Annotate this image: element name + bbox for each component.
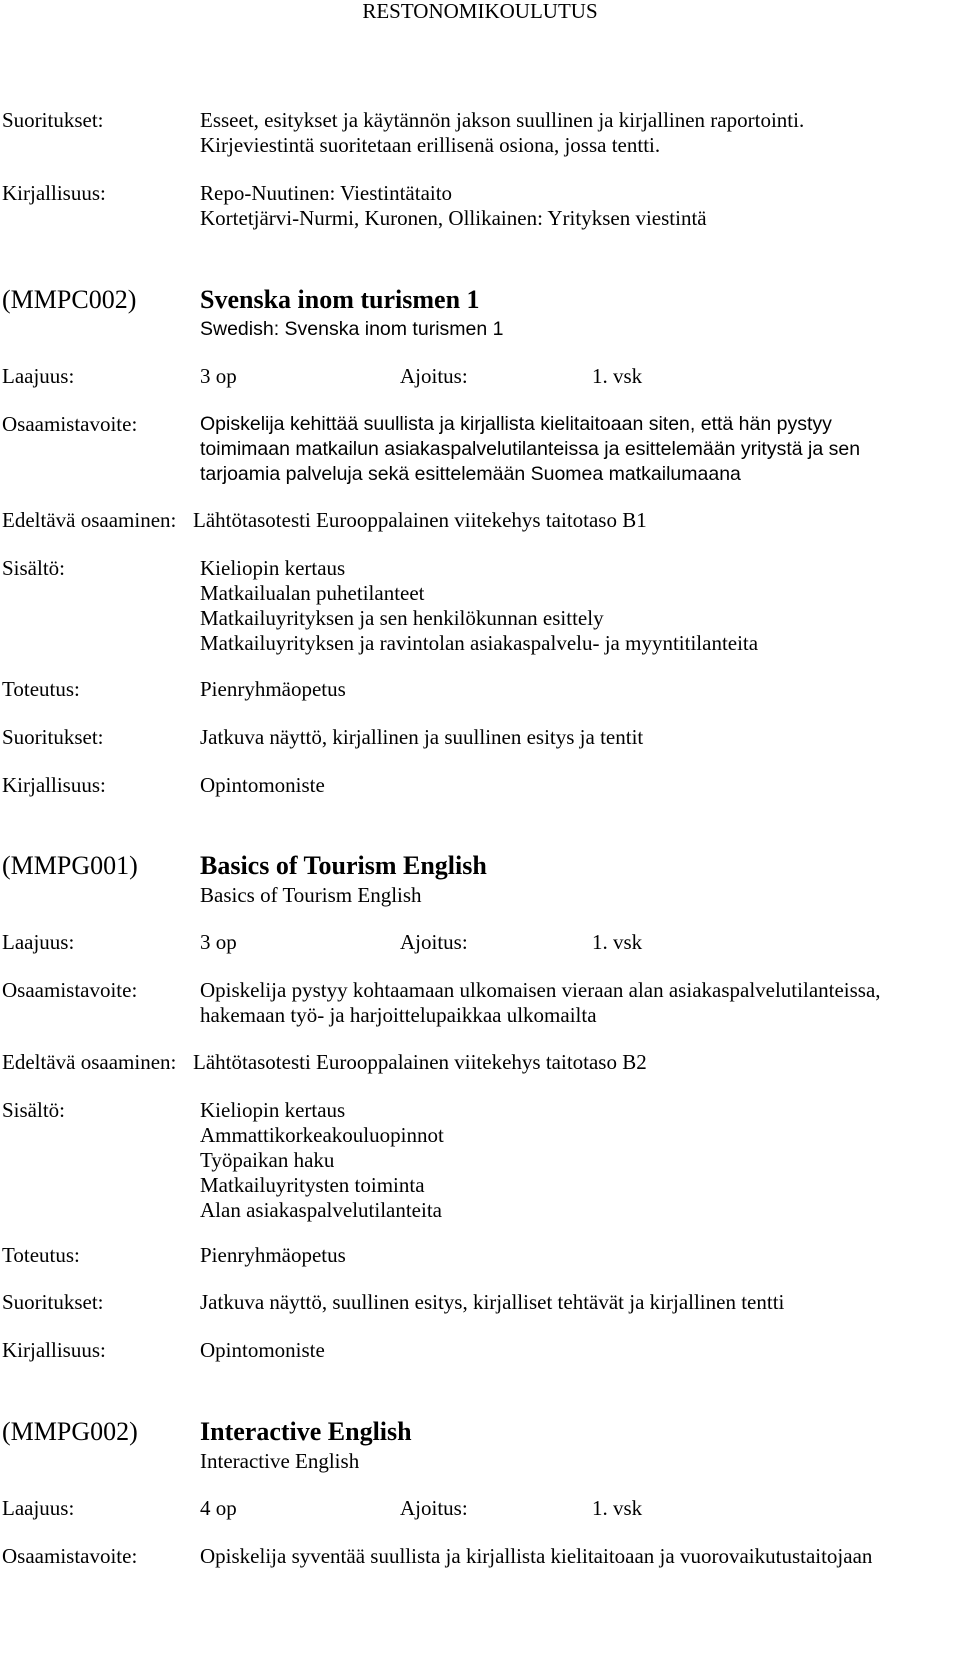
suoritukset-line: Kirjeviestintä suoritetaan erillisenä osiona, jossa tentti. <box>200 133 661 157</box>
course-code: (MMPG002) <box>2 1417 138 1446</box>
laajuus-value: 3 op <box>200 364 237 388</box>
course-title: Svenska inom turismen 1 <box>200 285 480 314</box>
ajoitus-label: Ajoitus: <box>400 364 468 388</box>
kirjallisuus-value: Opintomoniste <box>200 773 325 797</box>
sisalto-value <box>200 1098 444 1223</box>
sisalto-line: Alan asiakaspalvelutilanteita <box>200 1198 442 1222</box>
sisalto-label: Sisältö: <box>2 556 66 580</box>
kirjallisuus-value: Opintomoniste <box>200 1338 325 1362</box>
sisalto-line: Matkailuyrityksen ja ravintolan asiakaspalvelu- ja myyntitilanteita <box>200 631 759 655</box>
toteutus-label: Toteutus: <box>2 1243 80 1267</box>
osaamistavoite-line: Opiskelija pystyy kohtaamaan ulkomaisen vieraan alan asiakaspalvelutilanteissa, <box>200 978 881 1002</box>
toteutus-label: Toteutus: <box>2 677 80 701</box>
ajoitus-value: 1. vsk <box>592 364 643 388</box>
ajoitus-label: Ajoitus: <box>400 1496 468 1520</box>
ajoitus-value: 1. vsk <box>592 930 643 954</box>
suoritukset-value: Jatkuva näyttö, kirjallinen ja suullinen esitys ja tentit <box>200 725 644 749</box>
sisalto-line: Matkailuyrityksen ja sen henkilökunnan esittely <box>200 606 604 630</box>
toteutus-value: Pienryhmäopetus <box>200 1243 346 1267</box>
sisalto-line: Kieliopin kertaus <box>200 556 346 580</box>
osaamistavoite-line: tarjoamia palveluja sekä esittelemään Suomea matkailumaana <box>200 463 741 485</box>
osaamistavoite-line: Opiskelija kehittää suullista ja kirjallista kielitaitoaan siten, että hän pystyy <box>200 413 832 435</box>
sisalto-label: Sisältö: <box>2 1098 66 1122</box>
suoritukset-label: Suoritukset: <box>2 725 104 749</box>
edeltava-value: Lähtötasotesti Eurooppalainen viitekehys taitotaso B2 <box>193 1050 647 1074</box>
edeltava-label: Edeltävä osaaminen: <box>2 508 177 532</box>
suoritukset-line: Esseet, esitykset ja käytännön jakson suullinen ja kirjallinen raportointi. <box>200 108 805 132</box>
kirjallisuus-label: Kirjallisuus: <box>2 1338 106 1362</box>
course-code: (MMPG001) <box>2 851 138 880</box>
laajuus-label: Laajuus: <box>2 1496 75 1520</box>
osaamistavoite-line: toimimaan matkailun asiakaspalvelutilanteissa ja esittelemään yritystä ja sen <box>200 438 861 460</box>
kirjallisuus-value <box>200 181 707 231</box>
edeltava-value: Lähtötasotesti Eurooppalainen viitekehys taitotaso B1 <box>193 508 647 532</box>
kirjallisuus-line: Kortetjärvi-Nurmi, Kuronen, Ollikainen: Yrityksen viestintä <box>200 206 707 230</box>
osaamistavoite-label: Osaamistavoite: <box>2 1544 138 1568</box>
osaamistavoite-value <box>200 978 881 1028</box>
course-subtitle: Basics of Tourism English <box>200 883 422 907</box>
course-subtitle: Swedish: Svenska inom turismen 1 <box>200 318 504 340</box>
osaamistavoite-label: Osaamistavoite: <box>2 412 138 436</box>
page-title: RESTONOMIKOULUTUS <box>362 0 598 23</box>
suoritukset-label: Suoritukset: <box>2 108 104 132</box>
laajuus-label: Laajuus: <box>2 364 75 388</box>
suoritukset-value <box>200 108 804 158</box>
osaamistavoite-value <box>200 1544 872 1569</box>
sisalto-line: Kieliopin kertaus <box>200 1098 346 1122</box>
sisalto-line: Matkailuyritysten toiminta <box>200 1173 425 1197</box>
kirjallisuus-label: Kirjallisuus: <box>2 181 106 205</box>
laajuus-label: Laajuus: <box>2 930 75 954</box>
course-title: Basics of Tourism English <box>200 851 487 880</box>
sisalto-line: Ammattikorkeakouluopinnot <box>200 1123 444 1147</box>
osaamistavoite-value <box>200 412 860 487</box>
course-code: (MMPC002) <box>2 285 137 314</box>
ajoitus-value: 1. vsk <box>592 1496 643 1520</box>
osaamistavoite-line: Opiskelija syventää suullista ja kirjallista kielitaitoaan ja vuorovaikutustaitojaan <box>200 1544 873 1568</box>
sisalto-value <box>200 556 758 656</box>
ajoitus-label: Ajoitus: <box>400 930 468 954</box>
suoritukset-value: Jatkuva näyttö, suullinen esitys, kirjalliset tehtävät ja kirjallinen tentti <box>200 1290 785 1314</box>
toteutus-value: Pienryhmäopetus <box>200 677 346 701</box>
suoritukset-label: Suoritukset: <box>2 1290 104 1314</box>
laajuus-value: 3 op <box>200 930 237 954</box>
sisalto-line: Työpaikan haku <box>200 1148 335 1172</box>
osaamistavoite-line: hakemaan työ- ja harjoittelupaikkaa ulkomailta <box>200 1003 597 1027</box>
edeltava-label: Edeltävä osaaminen: <box>2 1050 177 1074</box>
laajuus-value: 4 op <box>200 1496 237 1520</box>
osaamistavoite-label: Osaamistavoite: <box>2 978 138 1002</box>
kirjallisuus-label: Kirjallisuus: <box>2 773 106 797</box>
sisalto-line: Matkailualan puhetilanteet <box>200 581 425 605</box>
course-subtitle: Interactive English <box>200 1449 360 1473</box>
course-title: Interactive English <box>200 1417 412 1446</box>
kirjallisuus-line: Repo-Nuutinen: Viestintätaito <box>200 181 453 205</box>
